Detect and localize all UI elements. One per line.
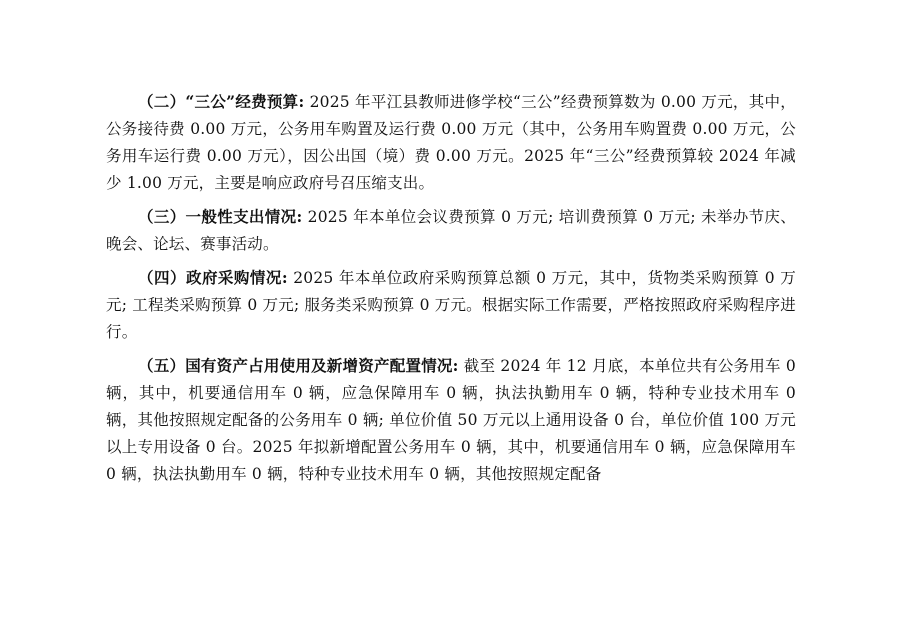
section-heading: （四）政府采购情况:: [138, 268, 288, 287]
section-government-procurement: [106, 264, 796, 346]
document-page: [106, 88, 796, 494]
section-heading: （五）国有资产占用使用及新增资产配置情况:: [138, 356, 459, 375]
section-general-expenditure: [106, 203, 796, 258]
section-heading: （二）“三公”经费预算:: [138, 92, 305, 111]
section-body: 2025 年本单位政府采购预算总额 0 万元，其中，货物类采购预算 0 万元; 工程类采购预算 0 万元; 服务类采购预算 0 万元。根据实际工作需要，严格按照政府采购程序进行。: [106, 269, 796, 341]
section-heading: （三）一般性支出情况:: [138, 207, 303, 226]
section-body: 2025 年平江县教师进修学校“三公”经费预算数为 0.00 万元，其中，公务接待费 0.00 万元，公务用车购置及运行费 0.00 万元（其中，公务用车购置费 0.00 万元，公务用车运行费 0.00 万元），因公出国（境）费 0.00 万元。2025 年“三公”经费预算较 2024 年减少 1.00 万元，主要是响应政府号召压缩支出。: [106, 93, 796, 192]
section-sangong-budget: [106, 88, 796, 197]
section-body: 2025 年本单位会议费预算 0 万元; 培训费预算 0 万元; 未举办节庆、晚会、论坛、赛事活动。: [106, 208, 796, 253]
section-body: 截至 2024 年 12 月底，本单位共有公务用车 0 辆，其中，机要通信用车 0 辆，应急保障用车 0 辆，执法执勤用车 0 辆，特种专业技术用车 0 辆，其他按照规定配备的公务用车 0 辆; 单位价值 50 万元以上通用设备 0 台，单位价值 100 万元以上专用设备 0 台。2025 年拟新增配置公务用车 0 辆，其中，机要通信用车 0 辆，应急保障用车 0 辆，执法执勤用车 0 辆，特种专业技术用车 0 辆，其他按照规定配备: [106, 357, 796, 483]
section-state-assets: [106, 352, 796, 488]
